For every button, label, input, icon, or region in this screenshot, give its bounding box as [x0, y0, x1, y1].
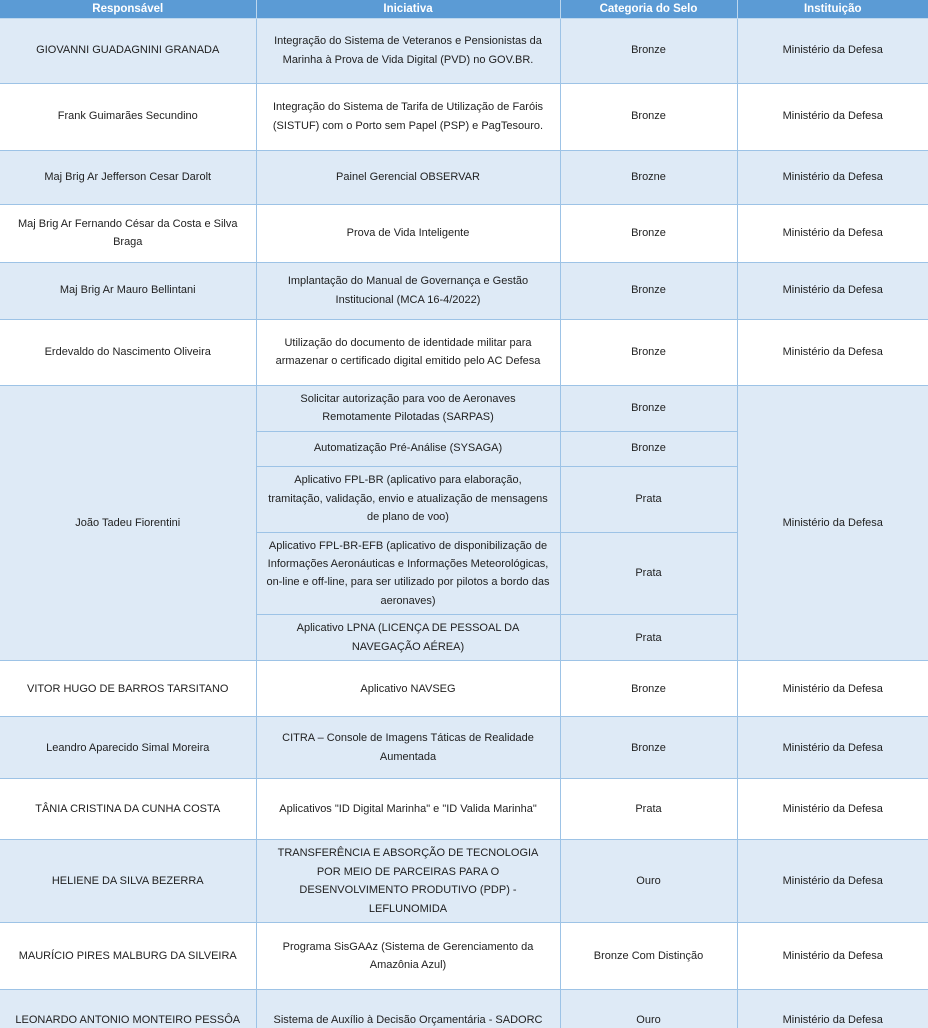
categoria-cell: Ouro: [560, 840, 737, 923]
instituicao-cell: Ministério da Defesa: [737, 923, 928, 990]
categoria-cell: Brozne: [560, 150, 737, 204]
instituicao-cell: Ministério da Defesa: [737, 204, 928, 262]
instituicao-cell: Ministério da Defesa: [737, 262, 928, 319]
iniciativa-cell: Sistema de Auxílio à Decisão Orçamentária - SADORC: [256, 990, 560, 1028]
table-row: [0, 779, 928, 840]
iniciativa-cell: Integração do Sistema de Tarifa de Utilização de Faróis (SISTUF) com o Porto sem Papel (PSP) e PagTesouro.: [256, 83, 560, 150]
iniciativa-cell: Solicitar autorização para voo de Aeronaves Remotamente Pilotadas (SARPAS): [256, 385, 560, 431]
table-row: [0, 923, 928, 990]
iniciativa-cell: Aplicativo FPL-BR (aplicativo para elaboração, tramitação, validação, envio e atualização de mensagens de plano de voo): [256, 466, 560, 532]
column-header-instituicao: Instituição: [737, 0, 928, 18]
responsavel-cell: Maj Brig Ar Mauro Bellintani: [0, 262, 256, 319]
responsavel-cell: João Tadeu Fiorentini: [0, 385, 256, 661]
column-header-iniciativa: Iniciativa: [256, 0, 560, 18]
categoria-cell: Bronze Com Distinção: [560, 923, 737, 990]
iniciativa-cell: Prova de Vida Inteligente: [256, 204, 560, 262]
instituicao-cell: Ministério da Defesa: [737, 385, 928, 661]
responsavel-cell: Leandro Aparecido Simal Moreira: [0, 717, 256, 779]
instituicao-cell: Ministério da Defesa: [737, 83, 928, 150]
instituicao-cell: Ministério da Defesa: [737, 661, 928, 717]
table-row: [0, 840, 928, 923]
instituicao-cell: Ministério da Defesa: [737, 990, 928, 1028]
categoria-cell: Bronze: [560, 262, 737, 319]
table-row: [0, 18, 928, 83]
categoria-cell: Bronze: [560, 431, 737, 466]
table-row: [0, 319, 928, 385]
responsavel-cell: Erdevaldo do Nascimento Oliveira: [0, 319, 256, 385]
responsavel-cell: GIOVANNI GUADAGNINI GRANADA: [0, 18, 256, 83]
categoria-cell: Bronze: [560, 83, 737, 150]
categoria-cell: Bronze: [560, 661, 737, 717]
responsavel-cell: Maj Brig Ar Jefferson Cesar Darolt: [0, 150, 256, 204]
column-header-responsavel: Responsável: [0, 0, 256, 18]
responsavel-cell: LEONARDO ANTONIO MONTEIRO PESSÔA: [0, 990, 256, 1028]
iniciativa-cell: Programa SisGAAz (Sistema de Gerenciamento da Amazônia Azul): [256, 923, 560, 990]
categoria-cell: Bronze: [560, 204, 737, 262]
instituicao-cell: Ministério da Defesa: [737, 18, 928, 83]
instituicao-cell: Ministério da Defesa: [737, 150, 928, 204]
instituicao-cell: Ministério da Defesa: [737, 717, 928, 779]
responsavel-cell: Frank Guimarães Secundino: [0, 83, 256, 150]
iniciativa-cell: Integração do Sistema de Veteranos e Pensionistas da Marinha à Prova de Vida Digital (PVD) no GOV.BR.: [256, 18, 560, 83]
categoria-cell: Prata: [560, 779, 737, 840]
table-body: [0, 18, 928, 1028]
table-row: [0, 717, 928, 779]
table-row: [0, 83, 928, 150]
iniciativa-cell: Automatização Pré-Análise (SYSAGA): [256, 431, 560, 466]
responsavel-cell: VITOR HUGO DE BARROS TARSITANO: [0, 661, 256, 717]
iniciativa-cell: TRANSFERÊNCIA E ABSORÇÃO DE TECNOLOGIA POR MEIO DE PARCEIRAS PARA O DESENVOLVIMENTO PRODUTIVO (PDP) - LEFLUNOMIDA: [256, 840, 560, 923]
responsavel-cell: HELIENE DA SILVA BEZERRA: [0, 840, 256, 923]
responsavel-cell: MAURÍCIO PIRES MALBURG DA SILVEIRA: [0, 923, 256, 990]
categoria-cell: Ouro: [560, 990, 737, 1028]
categoria-cell: Bronze: [560, 319, 737, 385]
responsavel-cell: TÂNIA CRISTINA DA CUNHA COSTA: [0, 779, 256, 840]
iniciativa-cell: CITRA – Console de Imagens Táticas de Realidade Aumentada: [256, 717, 560, 779]
table-row: [0, 262, 928, 319]
table-row: [0, 661, 928, 717]
categoria-cell: Bronze: [560, 18, 737, 83]
table-row: [0, 385, 928, 431]
iniciativa-cell: Implantação do Manual de Governança e Gestão Institucional (MCA 16-4/2022): [256, 262, 560, 319]
table-row: [0, 204, 928, 262]
iniciativa-cell: Aplicativo FPL-BR-EFB (aplicativo de disponibilização de Informações Aeronáuticas e Informações Meteorológicas, on-line e off-line, para ser utilizado por pilotos a bordo das aeronaves): [256, 532, 560, 615]
table-row: [0, 990, 928, 1028]
iniciativa-cell: Aplicativos "ID Digital Marinha" e "ID Valida Marinha": [256, 779, 560, 840]
iniciativa-cell: Aplicativo LPNA (LICENÇA DE PESSOAL DA NAVEGAÇÃO AÉREA): [256, 615, 560, 661]
table-row: [0, 150, 928, 204]
table-header-row: [0, 0, 928, 18]
iniciativa-cell: Utilização do documento de identidade militar para armazenar o certificado digital emitido pelo AC Defesa: [256, 319, 560, 385]
iniciativa-cell: Painel Gerencial OBSERVAR: [256, 150, 560, 204]
instituicao-cell: Ministério da Defesa: [737, 779, 928, 840]
categoria-cell: Prata: [560, 466, 737, 532]
iniciativa-cell: Aplicativo NAVSEG: [256, 661, 560, 717]
column-header-categoria-do-selo: Categoria do Selo: [560, 0, 737, 18]
categoria-cell: Bronze: [560, 717, 737, 779]
instituicao-cell: Ministério da Defesa: [737, 840, 928, 923]
instituicao-cell: Ministério da Defesa: [737, 319, 928, 385]
responsavel-cell: Maj Brig Ar Fernando César da Costa e Silva Braga: [0, 204, 256, 262]
categoria-cell: Prata: [560, 532, 737, 615]
categoria-cell: Bronze: [560, 385, 737, 431]
categoria-cell: Prata: [560, 615, 737, 661]
